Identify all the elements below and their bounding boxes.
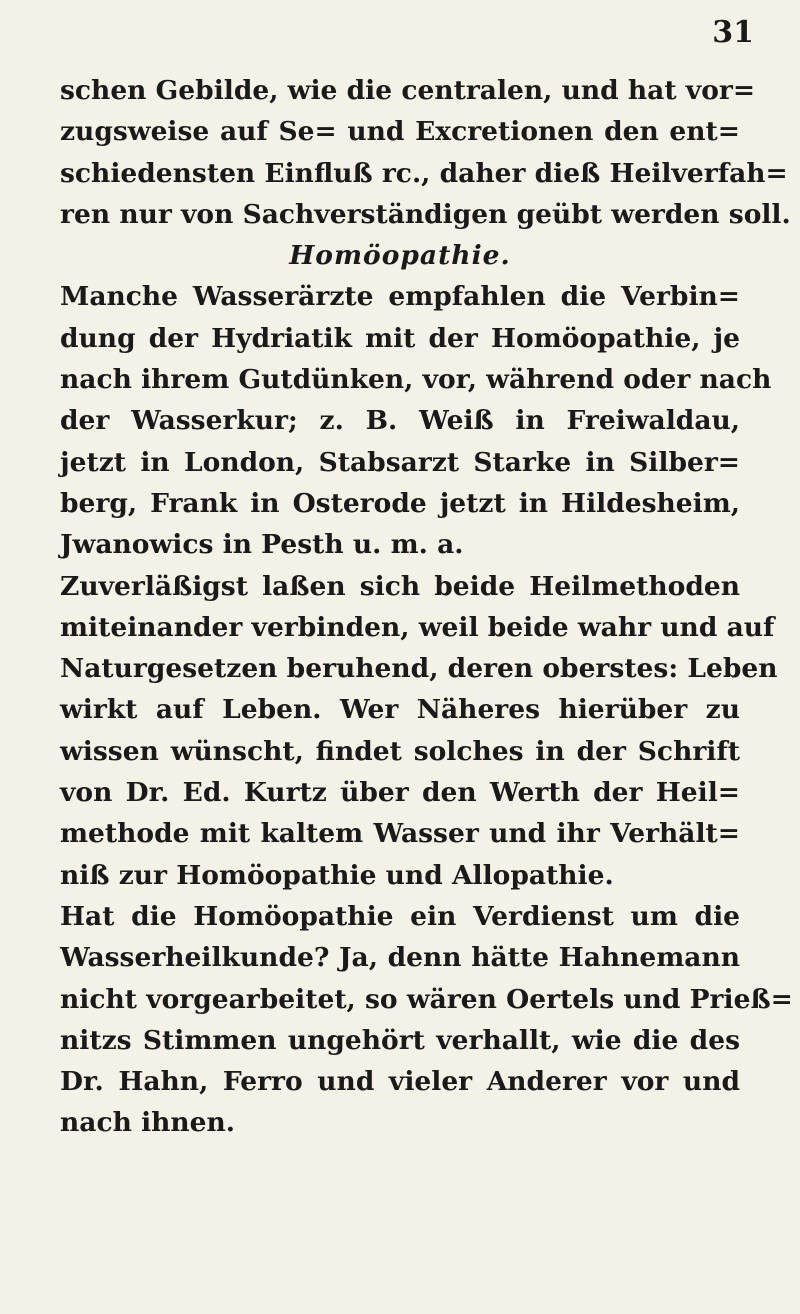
text-line: schen Gebilde, wie die centralen, und hat vor= [60,75,756,106]
page-number: 31 [712,15,754,50]
text-line: miteinander verbinden, weil beide wahr und auf [60,611,775,643]
body-text [60,70,793,1144]
text-line: Hat die Homöopathie ein Verdienst um die [60,900,740,932]
text-line: jetzt in London, Stabsarzt Starke in Silber= [60,446,740,478]
text-line: der Wasserkur; z. B. Weiß in Freiwaldau, [60,405,740,437]
text-line: Dr. Hahn, Ferro und vieler Anderer vor und [60,1066,740,1098]
text-line: nicht vorgearbeitet, so wären Oertels und Prieß= [60,983,793,1015]
text-line: nach ihnen. [60,1107,236,1139]
text-line: dung der Hydriatik mit der Homöopathie, je [60,322,740,354]
text-line: berg, Frank in Osterode jetzt in Hildesheim, [60,487,740,519]
text-line: niß zur Homöopathie und Allopathie. [60,859,614,891]
text-line: nitzs Stimmen ungehört verhallt, wie die des [60,1024,740,1056]
text-line: Naturgesetzen beruhend, deren oberstes: Leben [60,653,778,685]
section-heading: Homöopathie. [289,240,511,272]
text-line: nach ihrem Gutdünken, vor, während oder nach [60,364,772,396]
text-line: wirkt auf Leben. Wer Näheres hierüber zu [60,694,740,726]
text-line: wissen wünscht, findet solches in der Schrift [60,735,740,767]
text-line: von Dr. Ed. Kurtz über den Werth der Heil= [60,777,740,809]
text-line: ren nur von Sachverständigen geübt werden soll. [60,198,791,230]
text-line: schiedensten Einfluß rc., daher dieß Heilverfah= [60,157,788,189]
text-line: methode mit kaltem Wasser und ihr Verhält= [60,818,740,850]
text-line: Zuverläßigst laßen sich beide Heilmethoden [60,570,740,602]
text-line: Jwanowics in Pesth u. m. a. [60,529,464,561]
text-line: Manche Wasserärzte empfahlen die Verbin= [60,281,740,313]
text-line: Wasserheilkunde? Ja, denn hätte Hahnemann [60,942,740,974]
text-line: zugsweise auf Se= und Excretionen den ent= [60,116,740,148]
